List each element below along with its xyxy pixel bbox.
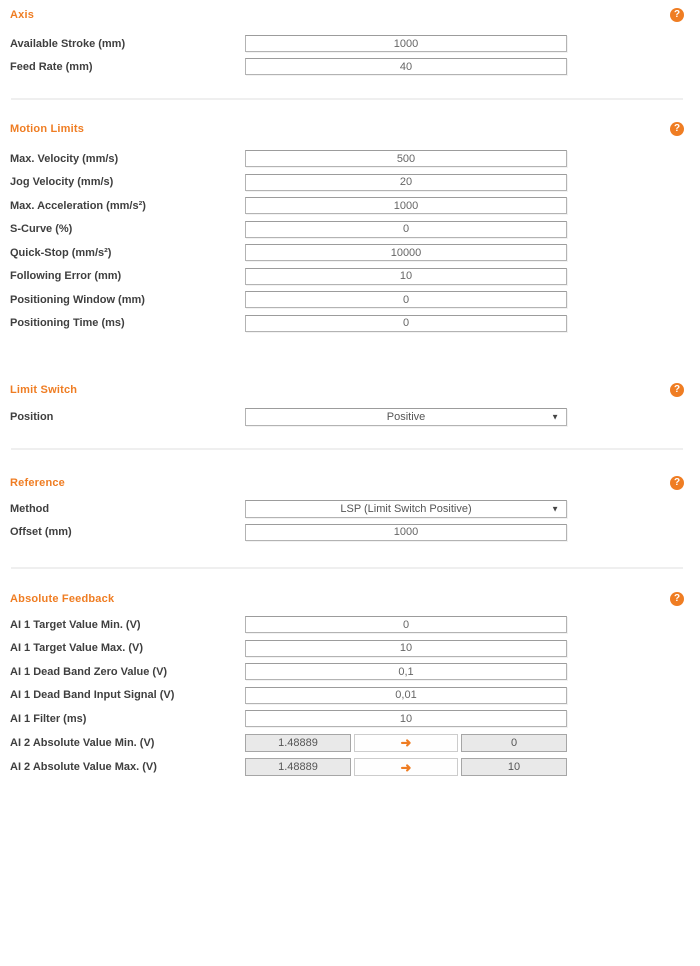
field-label: Max. Velocity (mm/s): [10, 152, 119, 165]
field-label: AI 1 Filter (ms): [10, 712, 87, 725]
ai2-min-convert-group: [245, 734, 567, 752]
section-header-motion-limits: [10, 122, 684, 136]
field-row: [10, 197, 700, 214]
section-title-absolute-feedback: Absolute Feedback: [10, 592, 115, 605]
max-acceleration-input[interactable]: [245, 197, 567, 214]
quick-stop-input[interactable]: [245, 244, 567, 261]
help-icon[interactable]: ?: [670, 8, 684, 22]
field-label: Feed Rate (mm): [10, 60, 93, 73]
ai1-deadband-zero-input[interactable]: [245, 663, 567, 680]
section-divider: [11, 448, 683, 450]
ai1-deadband-signal-input[interactable]: [245, 687, 567, 704]
position-select-value: Positive: [386, 410, 426, 423]
field-row: [10, 268, 700, 285]
ai2-max-target-value: 10: [461, 758, 567, 776]
field-row: [10, 663, 700, 680]
chevron-down-icon: ▼: [551, 503, 559, 513]
ai1-target-min-input[interactable]: [245, 616, 567, 633]
field-row: [10, 687, 700, 704]
ai2-max-current-value: 1.48889: [245, 758, 351, 776]
field-row: [10, 500, 700, 518]
field-label: AI 2 Absolute Value Min. (V): [10, 736, 155, 749]
field-label: Max. Acceleration (mm/s²): [10, 199, 146, 212]
help-icon[interactable]: ?: [670, 122, 684, 136]
field-label: AI 2 Absolute Value Max. (V): [10, 761, 157, 773]
field-label: Available Stroke (mm): [10, 37, 126, 50]
field-label: AI 1 Target Value Max. (V): [10, 642, 144, 654]
section-divider: [11, 98, 683, 100]
field-label: AI 1 Target Value Min. (V): [10, 618, 141, 631]
help-icon[interactable]: ?: [670, 476, 684, 490]
section-header-axis: [10, 8, 684, 22]
field-label: Offset (mm): [10, 526, 72, 538]
field-label: AI 1 Dead Band Zero Value (V): [10, 665, 168, 678]
field-row: [10, 640, 700, 657]
method-select-value: LSP (Limit Switch Positive): [340, 502, 472, 515]
field-label: Position: [10, 410, 54, 423]
field-row: [10, 58, 700, 75]
field-row: [10, 174, 700, 191]
field-row: [10, 244, 700, 261]
field-row: [10, 150, 700, 167]
ai2-min-current-value: 1.48889: [245, 734, 351, 752]
field-row: [10, 734, 700, 752]
s-curve-input[interactable]: [245, 221, 567, 238]
field-label: Positioning Window (mm): [10, 293, 145, 306]
field-row: [10, 315, 700, 332]
field-row: [10, 524, 700, 541]
section-title-axis: Axis: [10, 9, 35, 21]
ai1-filter-input[interactable]: [245, 710, 567, 727]
field-label: AI 1 Dead Band Input Signal (V): [10, 689, 175, 701]
section-title-limit-switch: Limit Switch: [10, 383, 78, 396]
method-select[interactable]: [245, 500, 567, 518]
max-velocity-input[interactable]: [245, 150, 567, 167]
field-row: [10, 221, 700, 238]
offset-input[interactable]: [245, 524, 567, 541]
ai1-target-max-input[interactable]: [245, 640, 567, 657]
positioning-window-input[interactable]: [245, 291, 567, 308]
field-row: [10, 408, 700, 426]
field-label: Jog Velocity (mm/s): [10, 176, 114, 188]
positioning-time-input[interactable]: [245, 315, 567, 332]
help-icon[interactable]: ?: [670, 383, 684, 397]
ai2-max-convert-group: [245, 758, 567, 776]
ai2-min-apply-button[interactable]: [354, 734, 458, 752]
field-label: Method: [10, 502, 50, 515]
available-stroke-input[interactable]: [245, 35, 567, 52]
chevron-down-icon: ▼: [551, 411, 559, 421]
field-row: [10, 710, 700, 727]
ai2-max-apply-button[interactable]: [354, 758, 458, 776]
field-label: Positioning Time (ms): [10, 317, 125, 329]
section-header-reference: [10, 476, 684, 490]
field-row: [10, 35, 700, 52]
section-title-reference: Reference: [10, 476, 65, 489]
following-error-input[interactable]: [245, 268, 567, 285]
jog-velocity-input[interactable]: [245, 174, 567, 191]
section-header-limit-switch: [10, 383, 684, 397]
arrow-right-icon: ➜: [400, 759, 412, 775]
section-title-motion-limits: Motion Limits: [10, 123, 85, 135]
feed-rate-input[interactable]: [245, 58, 567, 75]
section-header-absolute-feedback: [10, 592, 684, 606]
field-row: [10, 758, 700, 776]
help-icon[interactable]: ?: [670, 592, 684, 606]
field-row: [10, 291, 700, 308]
ai2-min-target-value: 0: [461, 734, 567, 752]
position-select[interactable]: [245, 408, 567, 426]
arrow-right-icon: ➜: [400, 735, 412, 750]
section-divider: [11, 567, 683, 569]
field-row: [10, 616, 700, 633]
field-label: S-Curve (%): [10, 223, 73, 235]
field-label: Following Error (mm): [10, 270, 122, 282]
field-label: Quick-Stop (mm/s²): [10, 246, 112, 259]
